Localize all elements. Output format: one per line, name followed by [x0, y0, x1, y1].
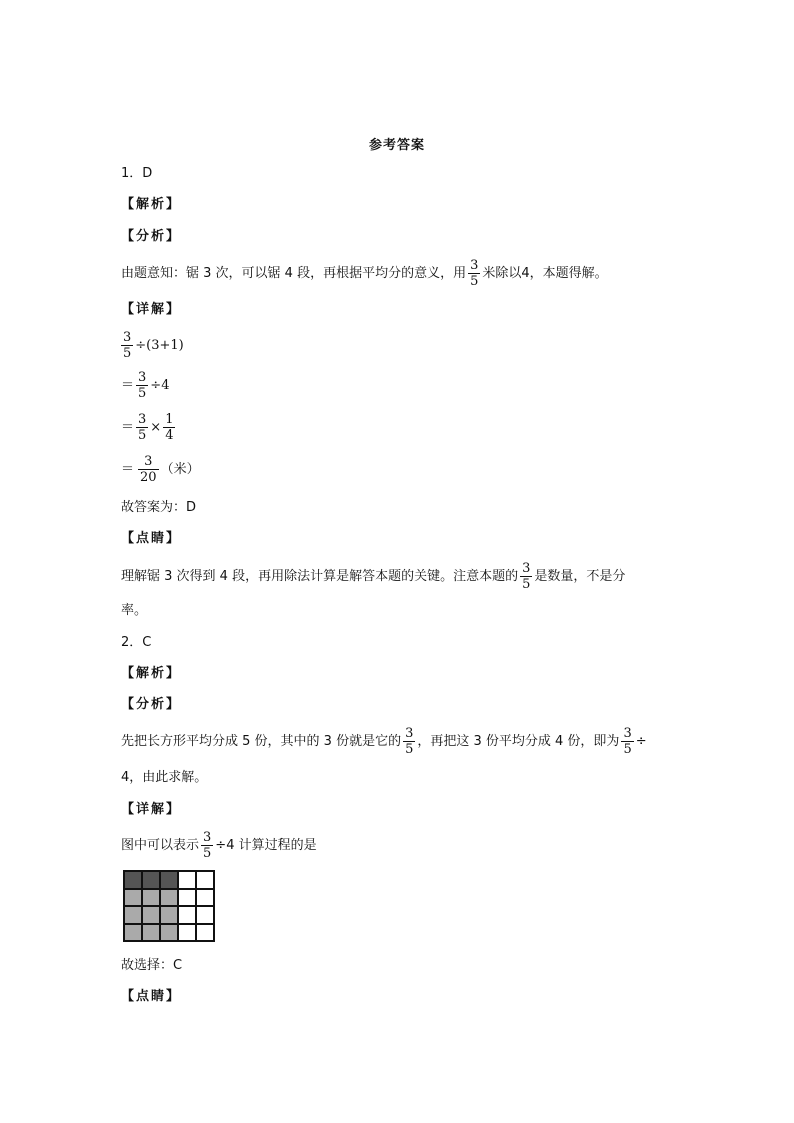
grid-cell-light — [160, 924, 178, 942]
equals-sign: ＝ — [121, 420, 135, 435]
equals-sign: ＝ — [121, 462, 135, 477]
grid-cell-white — [178, 906, 196, 924]
q1-analysis — [121, 258, 608, 289]
fraction: $\frac{1}{4}$ — [165, 412, 174, 443]
fraction: $\frac{3}{5}$ — [138, 412, 147, 443]
grid-cell-white — [178, 889, 196, 907]
grid-cell-light — [160, 906, 178, 924]
fraction: $\frac{3}{5}$ — [123, 330, 132, 361]
q2-analysis-line-2: 4，由此求解。 — [121, 770, 208, 785]
q1-comment — [121, 561, 625, 592]
grid-cell-dark — [142, 871, 160, 889]
grid-cell-light — [142, 924, 160, 942]
grid-cell-white — [196, 871, 214, 889]
q1-answer: 1．D — [121, 166, 153, 181]
q1-step-1 — [121, 330, 184, 361]
q2-analysis-text-mid: ，再把这 3 份平均分成 4 份，即为 — [417, 734, 620, 749]
fraction: $\frac{3}{5}$ — [405, 726, 414, 757]
grid-cell-dark — [124, 871, 142, 889]
q1-conclusion: 故答案为：D — [121, 500, 197, 515]
fraction: $\frac{3}{5}$ — [470, 258, 479, 289]
grid-cell-white — [196, 924, 214, 942]
q2-analysis-text-pre: 先把长方形平均分成 5 份，其中的 3 份就是它的 — [121, 734, 402, 749]
grid-cell-white — [178, 924, 196, 942]
rectangle-grid-figure — [123, 870, 215, 942]
q2-xiangjie-heading: 【详解】 — [121, 802, 182, 817]
q1-comment-line-2: 率。 — [121, 603, 148, 618]
grid-cell-light — [124, 906, 142, 924]
q2-fenxi-heading: 【分析】 — [121, 697, 182, 712]
fraction: $\frac{3}{5}$ — [203, 830, 212, 861]
fraction: $\frac{3}{5}$ — [522, 561, 531, 592]
q1-xiangjie-heading: 【详解】 — [121, 302, 182, 317]
q1-fenxi-heading: 【分析】 — [121, 229, 182, 244]
q1-comment-text-post: 是数量，不是分 — [534, 569, 626, 584]
q1-step-2 — [121, 370, 169, 401]
q1-analysis-text-post: 米除以4，本题得解。 — [482, 266, 608, 281]
q2-dianjing-heading: 【点睛】 — [121, 989, 182, 1004]
q2-jiexi-heading: 【解析】 — [121, 666, 182, 681]
unit-label: （米） — [160, 462, 200, 477]
q2-conclusion: 故选择：C — [121, 958, 183, 973]
q2-detail-text-pre: 图中可以表示 — [121, 838, 200, 853]
grid-cell-light — [142, 889, 160, 907]
q1-step-3 — [121, 412, 177, 443]
grid-cell-white — [178, 871, 196, 889]
grid-cell-light — [142, 906, 160, 924]
equals-sign: ＝ — [121, 378, 135, 393]
grid-cell-light — [124, 924, 142, 942]
q1-comment-text-pre: 理解锯 3 次得到 4 段，再用除法计算是解答本题的关键。注意本题的 — [121, 569, 519, 584]
grid-cell-light — [160, 889, 178, 907]
times-operator: × — [150, 420, 162, 435]
q2-detail-text-post: ÷4 计算过程的是 — [215, 838, 317, 853]
grid-cell-light — [124, 889, 142, 907]
q2-answer: 2．C — [121, 635, 152, 650]
q1-step-4 — [121, 454, 200, 485]
fraction: $\frac{3}{5}$ — [138, 370, 147, 401]
step-expression: ÷(3+1) — [135, 338, 184, 353]
step-expression: ÷4 — [150, 378, 170, 393]
q1-dianjing-heading: 【点睛】 — [121, 531, 182, 546]
grid-cell-dark — [160, 871, 178, 889]
q2-detail — [121, 830, 317, 861]
grid-cell-white — [196, 906, 214, 924]
q1-analysis-text-pre: 由题意知：锯 3 次，可以锯 4 段，再根据平均分的意义，用 — [121, 266, 467, 281]
grid-cell-white — [196, 889, 214, 907]
fraction: $\frac{3}{20}$ — [140, 454, 157, 485]
page-title: 参考答案 — [368, 138, 425, 153]
fraction: $\frac{3}{5}$ — [623, 726, 632, 757]
division-sign: ÷ — [635, 734, 647, 749]
q2-analysis — [121, 726, 647, 757]
q1-jiexi-heading: 【解析】 — [121, 197, 182, 212]
